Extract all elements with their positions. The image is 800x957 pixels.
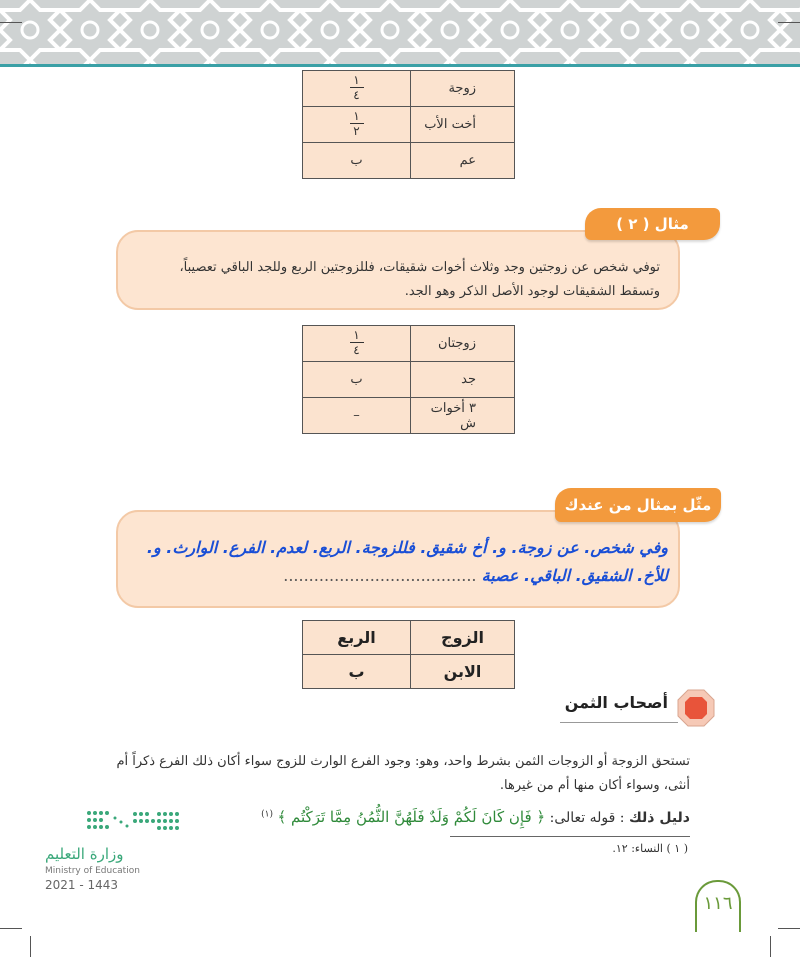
- evidence-label: دليل ذلك: [628, 810, 690, 826]
- inheritance-table-3: [302, 620, 515, 689]
- edition-year: 2021 - 1443: [45, 878, 119, 892]
- octagon-badge-icon: [676, 688, 716, 728]
- header-divider: [0, 64, 800, 67]
- own-example-box: [116, 510, 680, 608]
- crop-mark: [770, 936, 771, 957]
- fraction: $\frac{١}{٤}$: [350, 329, 364, 356]
- ministry-name-english: Ministry of Education: [45, 866, 140, 876]
- own-example-tab: مثّل بمثال من عندك: [555, 488, 721, 522]
- table-row: [303, 621, 515, 655]
- footnote-divider: [450, 836, 690, 837]
- heir-cell: الابن: [411, 655, 515, 689]
- share-cell: ب: [303, 362, 411, 398]
- share-cell: –: [303, 398, 411, 434]
- table-row: [303, 71, 515, 107]
- footnote: ( ١ ) النساء: ١٢.: [612, 842, 688, 855]
- page-number: ١١٦: [695, 880, 741, 932]
- heir-cell: أخت الأب: [411, 107, 515, 143]
- ministry-name-arabic: وزارة التعليم: [45, 845, 124, 863]
- crop-mark: [0, 22, 22, 23]
- header-pattern-band: [0, 0, 800, 66]
- share-cell: [303, 107, 411, 143]
- paragraph-line-2: أنثى، وسواء أكان منها أم من غيرها.: [499, 778, 690, 793]
- heir-cell: الزوج: [411, 621, 515, 655]
- table-row: [303, 655, 515, 689]
- section-underline: [560, 722, 678, 723]
- table-row: [303, 107, 515, 143]
- share-cell: ب: [303, 655, 411, 689]
- handwritten-answer-line-2: للأخ. الشقيق. الباقي. عصبة ......................................: [283, 566, 668, 585]
- paragraph-line-1: تستحق الزوجة أو الزوجات الثمن بشرط واحد، وهو: وجود الفرع الوارث للزوج سواء أكان ذلك الفرع ذكراً أم: [116, 754, 690, 769]
- table-row: [303, 326, 515, 362]
- example-2-tab: مثال ( ٢ ): [585, 208, 720, 240]
- evidence-line: [261, 808, 690, 826]
- heir-cell: زوجة: [411, 71, 515, 107]
- heir-cell: عم: [411, 143, 515, 179]
- table-row: [303, 143, 515, 179]
- share-cell: ب: [303, 143, 411, 179]
- ministry-dots-logo-icon: [85, 808, 180, 836]
- inheritance-table-1: [302, 70, 515, 179]
- geometric-pattern-icon: [0, 0, 800, 66]
- share-cell: [303, 71, 411, 107]
- example-2-line-2: وتسقط الشقيقات لوجود الأصل الذكر وهو الجد.: [404, 284, 660, 299]
- table-row: [303, 362, 515, 398]
- example-2-line-1: توفي شخص عن زوجتين وجد وثلاث أخوات شقيقات، فللزوجتين الربع وللجد الباقي تعصيباً،: [179, 260, 660, 275]
- evidence-intro: : قوله تعالى:: [549, 810, 625, 826]
- heir-cell: جد: [411, 362, 515, 398]
- section-title: أصحاب الثمن: [564, 693, 668, 712]
- handwritten-answer-line-1: وفي شخص. عن زوجة. و. أخ شقيق. فللزوجة. الربع. لعدم. الفرع. الوارث. و.: [146, 538, 668, 557]
- heir-cell: زوجتان: [411, 326, 515, 362]
- crop-mark: [30, 936, 31, 957]
- fraction: $\frac{١}{٢}$: [350, 110, 364, 137]
- crop-mark: [778, 928, 800, 929]
- share-cell: الربع: [303, 621, 411, 655]
- footnote-marker: (١): [261, 809, 274, 820]
- crop-mark: [778, 22, 800, 23]
- inheritance-table-2: [302, 325, 515, 434]
- quran-verse: ﴿ فَإِن كَانَ لَكُمْ وَلَدٌ فَلَهُنَّ الثُّمُنُ مِمَّا تَرَكْتُم ﴾: [277, 808, 546, 826]
- crop-mark: [0, 928, 22, 929]
- fraction: $\frac{١}{٤}$: [350, 74, 364, 101]
- heir-cell: ٣ أخوات ش: [411, 398, 515, 434]
- share-cell: [303, 326, 411, 362]
- table-row: [303, 398, 515, 434]
